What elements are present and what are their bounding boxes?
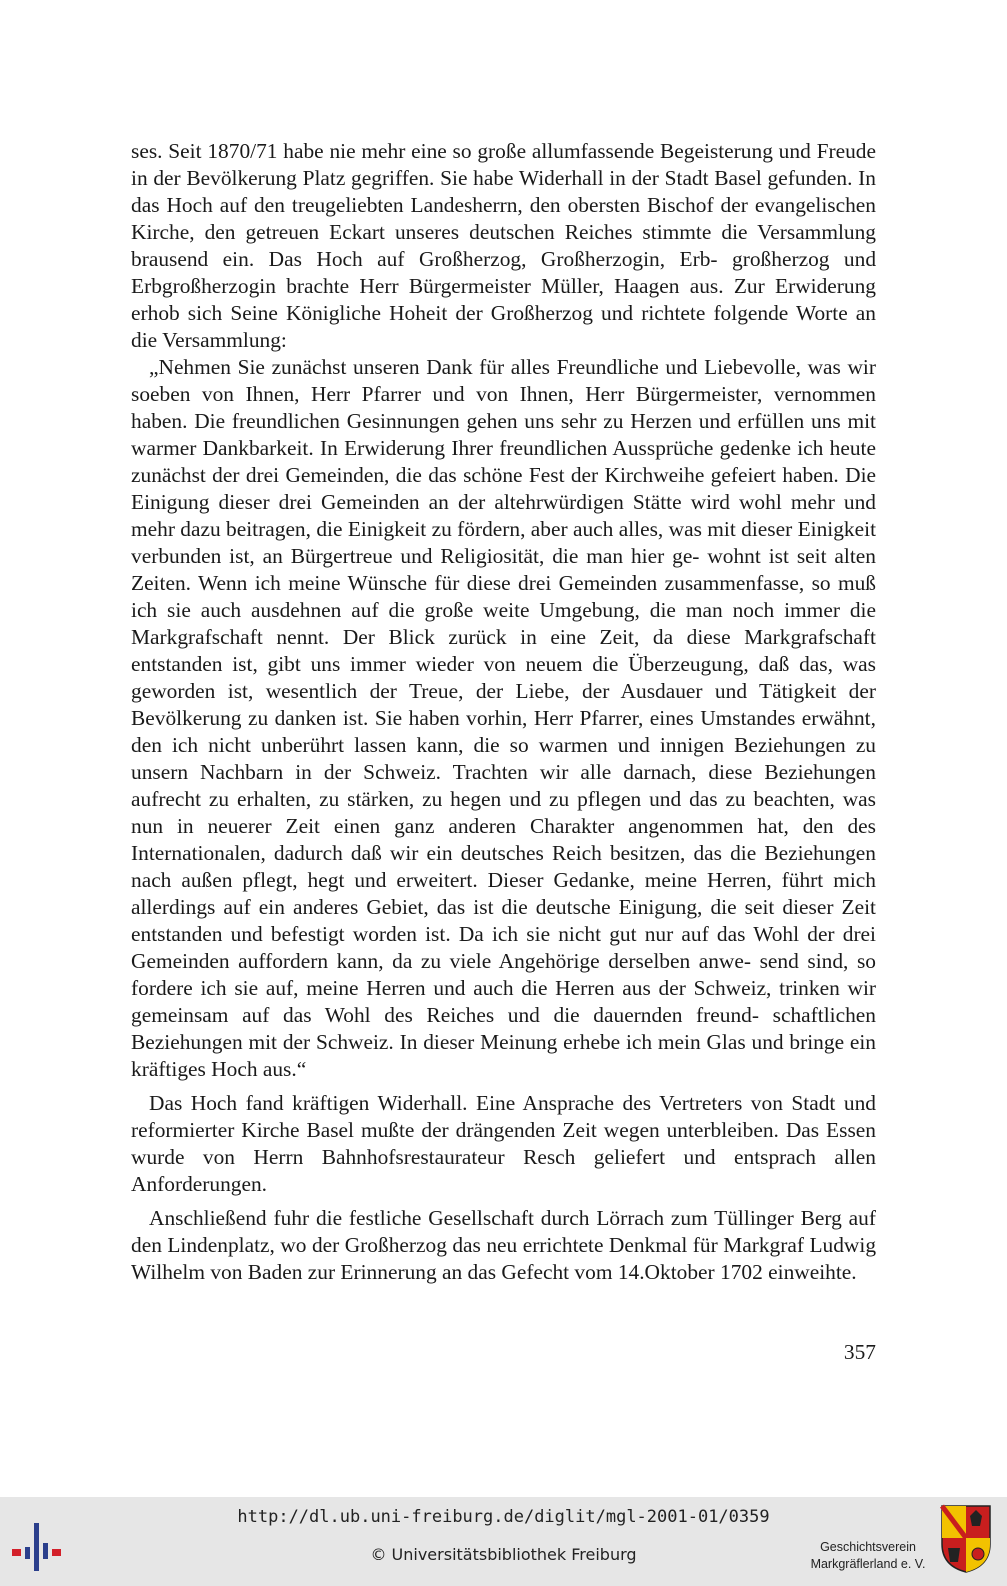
text-line: dieser Zeit entstanden und befestigt worden ist. Da ich sie nicht gut nur auf das <box>131 895 876 946</box>
text-line: Umstandes erwähnt, den ich nicht unberührt lassen kann, die so warmen und innigen <box>131 706 876 757</box>
text-line: die Versammlung brausend ein. Das Hoch auf Großherzog, Großherzogin, Erb- <box>131 220 876 271</box>
text-line: Anschließend fuhr die festliche Gesellschaft durch Lörrach zum Tüllinger Berg <box>149 1206 842 1230</box>
text-line: den des Internationalen, dadurch daß wir ein deutsches Reich besitzen, das die <box>131 814 876 865</box>
text-line: heute zunächst der drei Gemeinden, die das schöne Fest der Kirchweihe gefeiert <box>131 436 876 487</box>
text-line: Tätigkeit der Bevölkerung zu danken ist. Sie haben vorhin, Herr Pfarrer, eines <box>131 679 876 730</box>
text-line: mehr und mehr dazu beitragen, die Einigkeit zu fördern, aber auch alles, was mit <box>131 490 876 541</box>
paragraph-speech <box>131 354 876 1083</box>
text-line: Wohl der drei Gemeinden auffordern kann, da zu viele Angehörige derselben anwe- <box>131 922 876 973</box>
text-line: allen Anforderungen. <box>131 1145 876 1196</box>
text-line: daß das, was geworden ist, wesentlich der Treue, der Liebe, der Ausdauer und <box>131 652 876 703</box>
text-line: dieser Einigkeit verbunden ist, an Bürgertreue und Religiosität, die man hier ge- <box>131 517 877 568</box>
society-name-line2: Markgräflerland e. V. <box>810 1557 926 1571</box>
text-line: send sind, so fordere ich sie auf, meine Herren und auch die Herren aus der Schweiz, <box>131 949 876 1000</box>
text-line: einweihte. <box>768 1260 857 1284</box>
text-line: auf den Lindenplatz, wo der Großherzog das neu errichtete Denkmal für Markgraf <box>131 1206 876 1257</box>
text-line: man noch immer die Markgrafschaft nennt. Der Blick zurück in eine Zeit, da diese <box>131 598 876 649</box>
text-line: Freude in der Bevölkerung Platz gegriffen. Sie habe Widerhall in der Stadt Basel <box>131 139 876 190</box>
text-line: folgende Worte an die Versammlung: <box>131 301 876 352</box>
text-line: Zur Erwiderung erhob sich Seine Königliche Hoheit der Großherzog und richtete <box>131 274 876 325</box>
text-line: haben. Die freundlichen Gesinnungen gehen uns sehr zu Herzen und erfüllen uns <box>131 409 841 433</box>
text-line: zusammenfasse, so muß ich sie auch ausdehnen auf die große weite Umgebung, die <box>131 571 876 622</box>
text-line: Markgrafschaft entstanden ist, gibt uns immer wieder von neuem die Überzeugung, <box>131 625 876 676</box>
text-line: Das Essen wurde von Herrn Bahnhofsrestaurateur Resch geliefert und entsprach <box>131 1118 876 1169</box>
footer-url-link[interactable]: http://dl.ub.uni-freiburg.de/diglit/mgl-2001-01/0359 <box>237 1507 770 1527</box>
text-line: haben. Die Einigung dieser drei Gemeinden an der altehrwürdigen Stätte wird wohl <box>131 463 877 514</box>
text-line: Beziehungen zu unsern Nachbarn in der Schweiz. Trachten wir alle darnach, diese <box>131 733 877 784</box>
text-line: und reformierter Kirche Basel mußte der drängenden Zeit wegen unterbleiben. <box>131 1091 876 1142</box>
paragraph-4 <box>131 1205 876 1286</box>
text-line: beachten, was nun in neuerer Zeit einen ganz anderen Charakter angenommen hat, <box>131 787 876 838</box>
text-line: wohnt ist seit alten Zeiten. Wenn ich meine Wünsche für diese drei Gemeinden <box>131 544 876 595</box>
text-line: Beziehungen nach außen pflegt, hegt und erweitert. Dieser Gedanke, meine Herren, <box>131 841 876 892</box>
text-line: Ludwig Wilhelm von Baden zur Erinnerung an das Gefecht vom 14.Oktober 1702 <box>131 1233 877 1284</box>
text-line: mit warmer Dankbarkeit. In Erwiderung Ihrer freundlichen Aussprüche gedenke ich <box>131 409 876 460</box>
society-name <box>808 1539 928 1573</box>
society-name-line1: Geschichtsverein <box>820 1540 916 1554</box>
footer-bar <box>0 1497 1007 1586</box>
text-line: ses. Seit 1870/71 habe nie mehr eine so große allumfassende Begeisterung und <box>131 139 811 163</box>
page-body-text <box>131 138 876 1286</box>
paragraph-3 <box>131 1090 876 1198</box>
text-line: wir soeben von Ihnen, Herr Pfarrer und von Ihnen, Herr Bürgermeister, vernommen <box>131 355 876 406</box>
text-line: und bringe ein kräftiges Hoch aus.“ <box>131 1030 877 1081</box>
page-number: 357 <box>843 1340 876 1364</box>
text-line: gefunden. In das Hoch auf den treugeliebten Landesherrn, den obersten Bischof <box>131 166 876 217</box>
text-line: „Nehmen Sie zunächst unseren Dank für alles Freundliche und Liebevolle, was <box>149 355 841 379</box>
text-line: schaftlichen Beziehungen mit der Schweiz. In dieser Meinung erhebe ich mein Glas <box>131 1003 876 1054</box>
coat-of-arms-icon <box>940 1504 992 1574</box>
footer-copyright: © Universitätsbibliothek Freiburg <box>370 1545 637 1564</box>
text-line: großherzog und Erbgroßherzogin brachte Herr Bürgermeister Müller, Haagen aus. <box>131 247 877 298</box>
text-line: Das Hoch fand kräftigen Widerhall. Eine Ansprache des Vertreters von Stadt <box>149 1091 836 1115</box>
text-line: führt mich allerdings auf ein anderes Gebiet, das ist die deutsche Einigung, die seit <box>131 868 876 919</box>
paragraph-1 <box>131 138 876 354</box>
text-line: Beziehungen aufrecht zu erhalten, zu stärken, zu hegen und zu pflegen und das zu <box>131 760 876 811</box>
text-line: trinken wir gemeinsam auf das Wohl des Reiches und die dauernden freund- <box>131 976 877 1027</box>
text-line: der evangelischen Kirche, den getreuen Eckart unseres deutschen Reiches stimmte <box>131 193 876 244</box>
